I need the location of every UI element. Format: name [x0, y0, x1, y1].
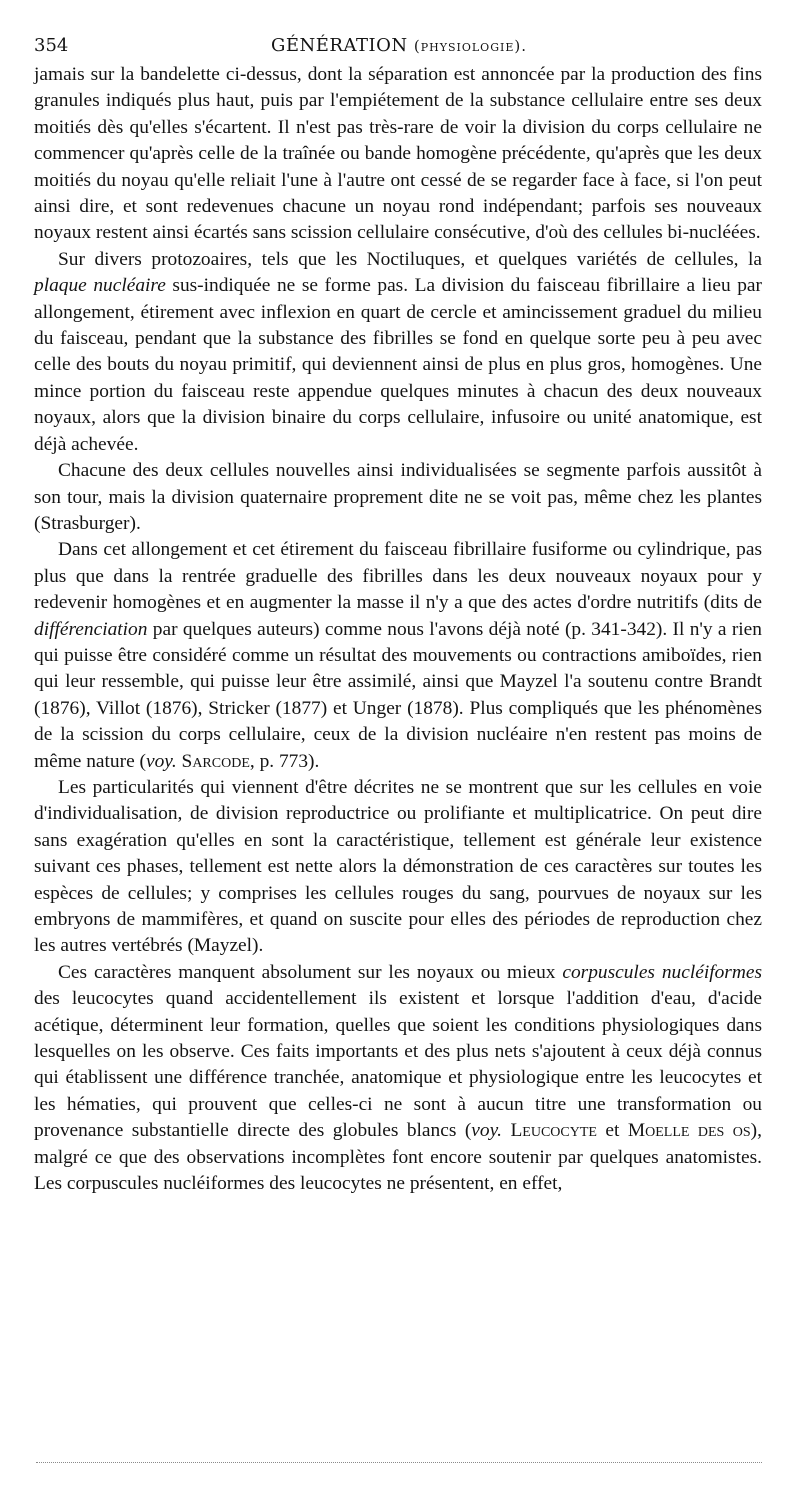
- italic-voy: voy.: [145, 750, 177, 772]
- running-title: [34, 34, 764, 58]
- paragraph-continued: jamais sur la bandelette ci-dessus, dont la séparation est annoncée par la production des fins granules indiqués plus haut, puis par l'empiétement de la substance cellulaire entre ses deux moitiés dès qu'elles s'écartent. Il n'est pas très-rare de voir la division du corps cellulaire ne commencer qu'après celle de la traînée ou bande homogène précédente, qu'après que les deux moitiés du noyau qu'elle reliait l'une à l'autre ont cessé de se regarder face à face, si l'on peut ainsi dire, et sont redevenues chacune un noyau rond indépendant; parfois ses nouveaux noyaux restent ainsi écartés sans scission cellulaire consécutive, d'où des cellules bi-nucléées.: [34, 64, 762, 244]
- paragraph-text: sus-indiquée ne se forme pas. La division du faisceau fibrillaire a lieu par allongement, étirement avec inflexion en quart de cercle et amincissement graduel du milieu du faisceau, pendant que la substance des fibrilles se fond en quelque sorte peu à peu avec celle des bouts du noyau primitif, qui deviennent ainsi de plus en plus gros, homogènes. Une mince portion du faisceau reste appendue quelques minutes à chacun des deux nouveaux noyaux, alors que la division binaire du corps cellulaire, infusoire ou unité anatomique, est déjà achevée.: [34, 275, 762, 455]
- cross-reference: Sarcode: [181, 750, 250, 772]
- cross-reference: Moelle des os: [627, 1120, 751, 1142]
- body-text: [34, 62, 762, 1197]
- italic-term: différenciation: [34, 618, 148, 640]
- paragraph-text: et: [596, 1120, 628, 1142]
- italic-term: corpuscules nucléiformes: [562, 961, 762, 983]
- paragraph-text: par quelques auteurs) comme nous l'avons déjà noté (p. 341-342). Il n'y a rien qui puisse être considéré comme un résultat des mouvements ou contractions amiboïdes, rien qui leur ressemble, qui puisse leur être assimilé, ainsi que Mayzel l'a soutenu contre Brandt (1876), Villot (1876), Stricker (1877) et Unger (1878). Plus compliqués que les phénomènes de la scission du corps cellulaire, ceux de la division nucléaire n'en restent pas moins de même nature (: [34, 618, 762, 772]
- paragraph-allongement: [34, 537, 762, 775]
- paragraph-text: des leucocytes quand accidentellement ils existent et lorsque l'addition d'eau, d'acide acétique, déterminent leur formation, quelles que soient les conditions physiologiques dans lesquelles on les observe. Ces faits importants et des plus nets s'ajoutent à ceux déjà connus qui établissent une différence tranchée, anatomique et physiologique entre les leucocytes et les hématies, qui prouvent que celles-ci ne sont à aucun titre une transformation ou provenance substantielle directe des globules blancs (: [34, 988, 762, 1142]
- paragraph-text: ), malgré ce que des observations incomplètes font encore soutenir par quelques anatomistes. Les corpuscules nucléiformes des leucocytes ne présentent, en effet,: [34, 1120, 762, 1195]
- paragraph-text: Ces caractères manquent absolument sur les noyaux ou mieux: [58, 961, 563, 983]
- italic-term: plaque nucléaire: [34, 275, 166, 297]
- paragraph-text: , p. 773).: [249, 750, 320, 772]
- paragraph-caracteres: [34, 960, 762, 1198]
- paragraph-protozoaires: [34, 247, 762, 458]
- italic-voy: voy.: [471, 1120, 502, 1142]
- page-number: 354: [34, 35, 69, 56]
- footer-dotted-rule: [36, 1462, 762, 1463]
- running-title-subtitle: (physiologie).: [413, 37, 527, 55]
- paragraph-division-quaternaire: Chacune des deux cellules nouvelles ainsi individualisées se segmente parfois aussitôt à son tour, mais la division quaternaire proprement dite ne se voit pas, même chez les plantes (Strasburger).: [34, 460, 762, 534]
- paragraph-particularites: Les particularités qui viennent d'être décrites ne se montrent que sur les cellules en voie d'individualisation, de division reproductrice ou prolifiante et multiplicatrice. On peut dire sans exagération qu'elles en sont la caractéristique, tellement est générale leur existence suivant ces phases, tellement est nette alors la démonstration de ces caractères sur toutes les espèces de cellules; y comprises les cellules rouges du sang, pourvues de noyaux sur les embryons de mammifères, et quand on suscite pour elles des périodes de reproduction chez les autres vertébrés (Mayzel).: [34, 776, 762, 957]
- paragraph-text: Dans cet allongement et cet étirement du faisceau fibrillaire fusiforme ou cylindrique, pas plus que dans la rentrée graduelle des fibrilles dans les deux nouveaux noyaux pour y redevenir homogènes et en augmenter la masse il n'y a que des actes d'ordre nutritifs (dits de: [34, 539, 762, 614]
- running-title-main: GÉNÉRATION: [271, 35, 408, 56]
- cross-reference: Leucocyte: [510, 1120, 597, 1142]
- paragraph-text: Sur divers protozoaires, tels que les Noctiluques, et quelques variétés de cellules, la: [58, 248, 762, 270]
- running-head: [34, 34, 764, 58]
